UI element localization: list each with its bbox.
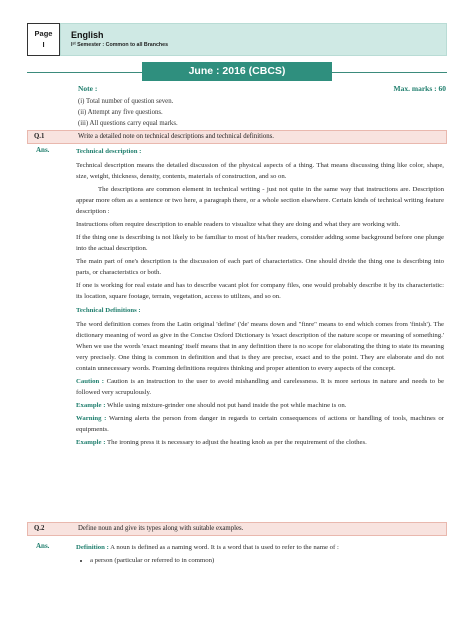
- list-item: • a person (particular or referred to in common): [90, 555, 444, 566]
- example-text: The ironing press it is necessary to adjust the heating knob as per the requirement of the clothes.: [107, 439, 367, 446]
- caution-paragraph: [76, 376, 444, 398]
- paragraph: If the thing one is describing is not likely to be familiar to most of his/her readers, consider adding some background before one plunge into the actual description.: [76, 234, 444, 252]
- question-bar-q1: [27, 130, 447, 144]
- header-band: [60, 23, 447, 56]
- question-text: Define noun and give its types along with suitable examples.: [78, 525, 244, 532]
- answer-body-q2: [76, 542, 444, 566]
- definition-text: A noun is defined as a naming word. It is a word that is used to refer to the name of :: [110, 544, 339, 551]
- page-number: I: [42, 40, 45, 49]
- note-label: Note :: [78, 84, 98, 93]
- caution-label: Caution :: [76, 378, 105, 385]
- warning-paragraph: [76, 413, 444, 435]
- example-paragraph: [76, 400, 444, 411]
- answer-label: Ans.: [36, 146, 50, 154]
- question-bar-q2: [27, 522, 447, 536]
- paragraph: Technical description means the detailed discussion of the physical aspects of a thing. That means discussing thing like color, shape, size, weight, thickness, density, contents, materials of construction, and so on.: [76, 162, 444, 180]
- section-heading: Technical Definitions :: [76, 307, 141, 314]
- note-list: [78, 96, 178, 129]
- warning-label: Warning :: [76, 415, 107, 422]
- paragraph: If one is working for real estate and has to describe vacant plot for company files, one would probably describe it by its characteristic: its location, square footage, terrain, vegetation, access to utilizes, and so on.: [76, 282, 444, 300]
- definition-label: Definition :: [76, 544, 109, 551]
- note-item: (iii) All questions carry equal marks.: [78, 120, 178, 127]
- example-paragraph: [76, 437, 444, 448]
- example-label: Example :: [76, 402, 106, 409]
- section-heading: Technical description :: [76, 148, 142, 155]
- question-number: Q.1: [34, 133, 45, 140]
- question-number: Q.2: [34, 525, 45, 532]
- paragraph: Instructions often require description to enable readers to visualize what they are doing and what they are working with.: [76, 221, 401, 228]
- example-label: Example :: [76, 439, 106, 446]
- exam-banner: June : 2016 (CBCS): [142, 62, 332, 81]
- paragraph: The main part of one's description is the discussion of each part of characteristics. One should divide the thing one is describing into parts, or characteristics or both.: [76, 258, 444, 276]
- warning-text: Warning alerts the person from danger in regards to certain consequences of actions or handling of tools, machines or equipments.: [76, 415, 444, 433]
- caution-text: Caution is an instruction to the user to avoid mishandling and carelessness. It is more serious in nature and needs to be followed very scrupulously.: [76, 378, 444, 396]
- banner-rule-left: [27, 72, 142, 73]
- question-text: Write a detailed note on technical descriptions and technical definitions.: [78, 133, 275, 140]
- note-item: (ii) Attempt any five questions.: [78, 109, 163, 116]
- banner-rule-right: [332, 72, 447, 73]
- answer-label: Ans.: [36, 542, 50, 550]
- paragraph: The descriptions are common element in technical writing - just not quite in the same way that instructions are. Description appear more often as a sentence or two here, a paragraph there, or a whole section elsewhere. Certain kinds of technical writing feature description :: [76, 186, 444, 215]
- page-number-box: [27, 23, 60, 56]
- subject-title: English: [71, 30, 104, 40]
- paragraph: The word definition comes from the Latin original 'define' ('de' means down and "finre" means to end which comes from 'finish'). The dictionary meaning of word as give in the Concise Oxford Dictionary is 'exact description of the nature scope or meaning of something.' When we use the words 'exact meaning' itself means that in any definition there is no scope for elaborating the thing to state its meaning very precisely. One thing is common in definition and that is they are precise, exact and to the point. They are elaborate and do not contain unnecessary words. Framing definitions requires thinking and proper attention to every aspects of the concept.: [76, 321, 444, 372]
- page-label: Page: [34, 29, 53, 38]
- bullet-list: [76, 555, 444, 566]
- semester-subtitle: Iˢᵗ Semester : Common to all Branches: [71, 42, 169, 48]
- definition-paragraph: [76, 542, 444, 553]
- example-text: While using mixture-grinder one should not put hand inside the pot while machine is on.: [107, 402, 347, 409]
- note-item: (i) Total number of question seven.: [78, 98, 174, 105]
- max-marks: Max. marks : 60: [393, 84, 446, 93]
- answer-body-q1: [76, 146, 444, 450]
